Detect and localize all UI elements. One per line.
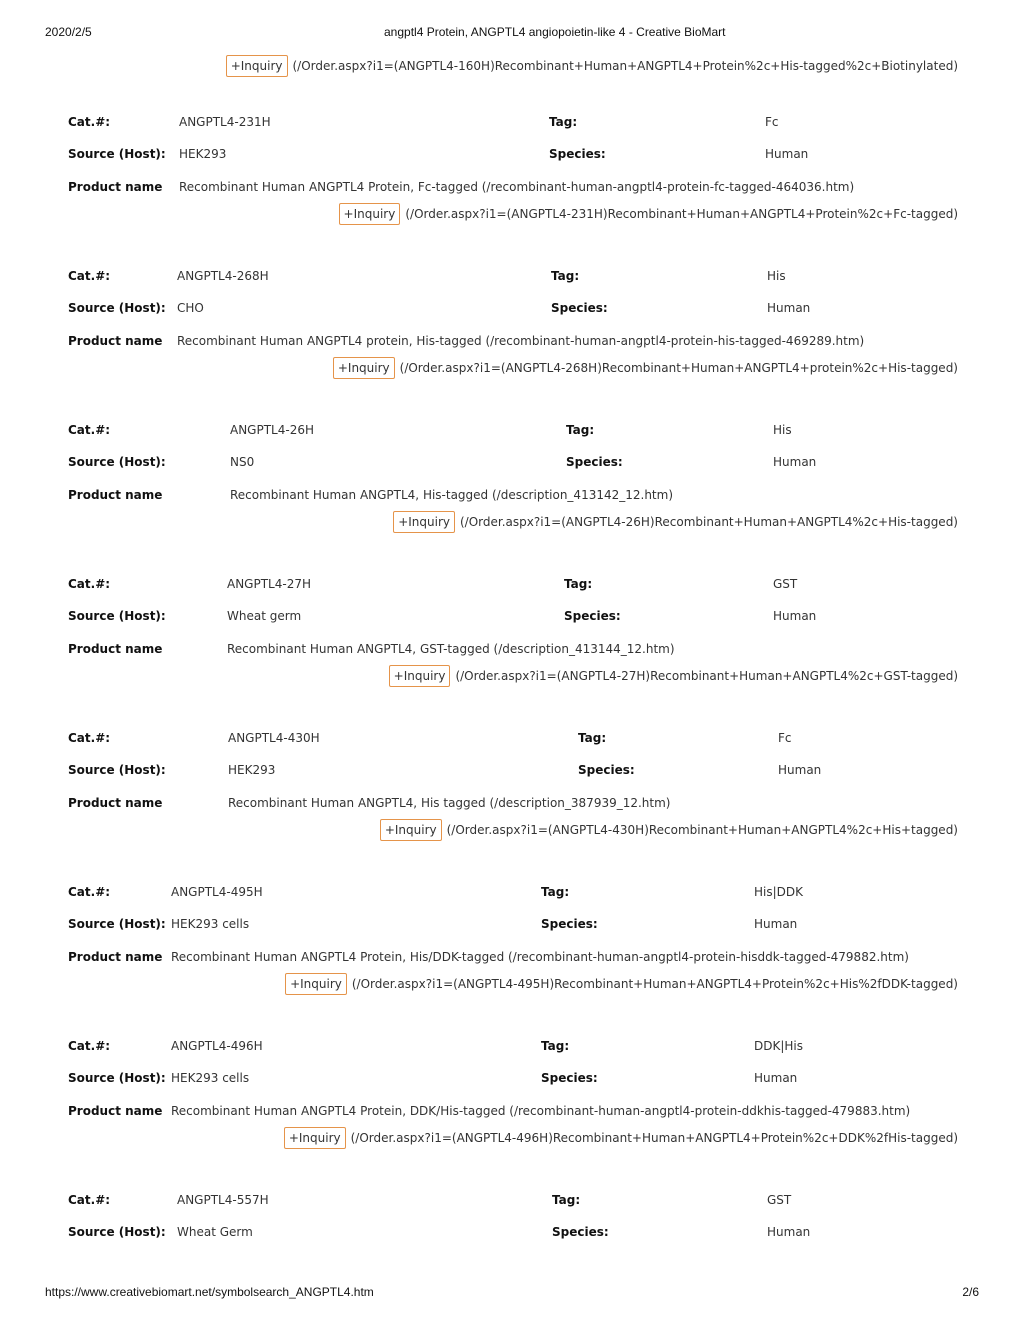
species-value: Human <box>773 609 817 623</box>
source-label: Source (Host): <box>68 1071 166 1085</box>
product-name-label: Product name <box>68 796 163 810</box>
inquiry-row <box>339 202 958 226</box>
product-name-link[interactable]: Recombinant Human ANGPTL4 Protein, Fc-tagged (/recombinant-human-angptl4-protein-fc-tagged-464036.htm) <box>179 180 855 194</box>
product-name-label: Product name <box>68 488 163 502</box>
species-label: Species: <box>566 455 623 469</box>
product-name-label: Product name <box>68 334 163 348</box>
cat-value: ANGPTL4-496H <box>171 1039 263 1053</box>
source-value: CHO <box>177 301 204 315</box>
product-name-label: Product name <box>68 950 163 964</box>
cat-value: ANGPTL4-430H <box>228 731 320 745</box>
tag-value: DDK|His <box>754 1039 804 1053</box>
cat-value: ANGPTL4-268H <box>177 269 269 283</box>
inquiry-row <box>284 1126 958 1150</box>
source-label: Source (Host): <box>68 609 166 623</box>
inquiry-button[interactable]: +Inquiry <box>339 203 401 225</box>
source-label: Source (Host): <box>68 301 166 315</box>
tag-value: Fc <box>778 731 792 745</box>
product-name-label: Product name <box>68 1104 163 1118</box>
species-value: Human <box>778 763 822 777</box>
product-name-link[interactable]: Recombinant Human ANGPTL4, GST-tagged (/description_413144_12.htm) <box>227 642 675 656</box>
tag-value: GST <box>767 1193 792 1207</box>
species-value: Human <box>754 917 798 931</box>
species-label: Species: <box>578 763 635 777</box>
product-block <box>0 884 1024 1014</box>
source-label: Source (Host): <box>68 917 166 931</box>
inquiry-row <box>285 972 958 996</box>
tag-value: His <box>767 269 786 283</box>
inquiry-button[interactable]: +Inquiry <box>393 511 455 533</box>
inquiry-button[interactable]: +Inquiry <box>284 1127 346 1149</box>
cat-value: ANGPTL4-26H <box>230 423 314 437</box>
species-label: Species: <box>549 147 606 161</box>
cat-label: Cat.#: <box>68 1193 111 1207</box>
product-name-link[interactable]: Recombinant Human ANGPTL4 protein, His-tagged (/recombinant-human-angptl4-protein-his-tagged-469289.htm) <box>177 334 865 348</box>
species-value: Human <box>765 147 809 161</box>
inquiry-row <box>380 818 958 842</box>
tag-label: Tag: <box>549 115 578 129</box>
inquiry-row <box>393 510 958 534</box>
cat-label: Cat.#: <box>68 1039 111 1053</box>
tag-label: Tag: <box>566 423 595 437</box>
source-label: Source (Host): <box>68 455 166 469</box>
product-name-link[interactable]: Recombinant Human ANGPTL4 Protein, His/DDK-tagged (/recombinant-human-angptl4-protein-hisddk-tagged-479882.htm) <box>171 950 909 964</box>
source-value: Wheat germ <box>227 609 302 623</box>
inquiry-row-top <box>226 54 958 78</box>
tag-value: His <box>773 423 792 437</box>
cat-label: Cat.#: <box>68 269 111 283</box>
tag-label: Tag: <box>551 269 580 283</box>
inquiry-order-link[interactable]: (/Order.aspx?i1=(ANGPTL4-27H)Recombinant+Human+ANGPTL4%2c+GST-tagged) <box>455 669 958 683</box>
source-value: Wheat Germ <box>177 1225 253 1239</box>
cat-label: Cat.#: <box>68 577 111 591</box>
species-value: Human <box>773 455 817 469</box>
inquiry-row <box>333 356 958 380</box>
species-label: Species: <box>551 301 608 315</box>
cat-label: Cat.#: <box>68 731 111 745</box>
species-label: Species: <box>564 609 621 623</box>
product-block <box>0 1192 1024 1252</box>
inquiry-order-link[interactable]: (/Order.aspx?i1=(ANGPTL4-160H)Recombinant+Human+ANGPTL4+Protein%2c+His-tagged%2c+Biotinylated) <box>292 59 958 73</box>
source-value: NS0 <box>230 455 255 469</box>
inquiry-button[interactable]: +Inquiry <box>389 665 451 687</box>
cat-value: ANGPTL4-27H <box>227 577 311 591</box>
species-label: Species: <box>541 1071 598 1085</box>
source-label: Source (Host): <box>68 147 166 161</box>
page-number: 2/6 <box>962 1285 979 1299</box>
product-block <box>0 114 1024 244</box>
source-value: HEK293 <box>179 147 227 161</box>
product-name-link[interactable]: Recombinant Human ANGPTL4 Protein, DDK/His-tagged (/recombinant-human-angptl4-protein-ddkhis-tagged-479883.htm) <box>171 1104 911 1118</box>
product-name-link[interactable]: Recombinant Human ANGPTL4, His-tagged (/description_413142_12.htm) <box>230 488 674 502</box>
product-block <box>0 576 1024 706</box>
print-date: 2020/2/5 <box>45 25 92 39</box>
source-value: HEK293 cells <box>171 917 250 931</box>
tag-label: Tag: <box>552 1193 581 1207</box>
tag-value: His|DDK <box>754 885 804 899</box>
cat-value: ANGPTL4-231H <box>179 115 271 129</box>
tag-label: Tag: <box>541 1039 570 1053</box>
product-block <box>0 1038 1024 1168</box>
source-value: HEK293 cells <box>171 1071 250 1085</box>
tag-label: Tag: <box>564 577 593 591</box>
tag-label: Tag: <box>541 885 570 899</box>
inquiry-order-link[interactable]: (/Order.aspx?i1=(ANGPTL4-495H)Recombinant+Human+ANGPTL4+Protein%2c+His%2fDDK-tagged) <box>351 977 958 991</box>
inquiry-button[interactable]: +Inquiry <box>333 357 395 379</box>
product-block <box>0 268 1024 398</box>
species-label: Species: <box>552 1225 609 1239</box>
tag-value: GST <box>773 577 798 591</box>
footer-url: https://www.creativebiomart.net/symbolsearch_ANGPTL4.htm <box>45 1285 374 1299</box>
inquiry-order-link[interactable]: (/Order.aspx?i1=(ANGPTL4-430H)Recombinant+Human+ANGPTL4%2c+His+tagged) <box>446 823 958 837</box>
inquiry-button[interactable]: +Inquiry <box>285 973 347 995</box>
inquiry-order-link[interactable]: (/Order.aspx?i1=(ANGPTL4-268H)Recombinant+Human+ANGPTL4+protein%2c+His-tagged) <box>399 361 958 375</box>
species-value: Human <box>767 301 811 315</box>
source-value: HEK293 <box>228 763 276 777</box>
tag-value: Fc <box>765 115 779 129</box>
inquiry-row <box>389 664 958 688</box>
source-label: Source (Host): <box>68 1225 166 1239</box>
species-value: Human <box>754 1071 798 1085</box>
tag-label: Tag: <box>578 731 607 745</box>
source-label: Source (Host): <box>68 763 166 777</box>
product-block <box>0 730 1024 860</box>
species-label: Species: <box>541 917 598 931</box>
cat-label: Cat.#: <box>68 423 111 437</box>
inquiry-button[interactable]: +Inquiry <box>226 55 288 77</box>
cat-value: ANGPTL4-495H <box>171 885 263 899</box>
page-title: angptl4 Protein, ANGPTL4 angiopoietin-like 4 - Creative BioMart <box>384 25 726 39</box>
product-name-label: Product name <box>68 180 163 194</box>
species-value: Human <box>767 1225 811 1239</box>
inquiry-order-link[interactable]: (/Order.aspx?i1=(ANGPTL4-496H)Recombinant+Human+ANGPTL4+Protein%2c+DDK%2fHis-tagged) <box>350 1131 958 1145</box>
product-name-label: Product name <box>68 642 163 656</box>
cat-value: ANGPTL4-557H <box>177 1193 269 1207</box>
inquiry-order-link[interactable]: (/Order.aspx?i1=(ANGPTL4-26H)Recombinant+Human+ANGPTL4%2c+His-tagged) <box>459 515 958 529</box>
cat-label: Cat.#: <box>68 885 111 899</box>
inquiry-order-link[interactable]: (/Order.aspx?i1=(ANGPTL4-231H)Recombinant+Human+ANGPTL4+Protein%2c+Fc-tagged) <box>405 207 958 221</box>
product-block <box>0 422 1024 552</box>
cat-label: Cat.#: <box>68 115 111 129</box>
product-name-link[interactable]: Recombinant Human ANGPTL4, His tagged (/description_387939_12.htm) <box>228 796 671 810</box>
inquiry-button[interactable]: +Inquiry <box>380 819 442 841</box>
